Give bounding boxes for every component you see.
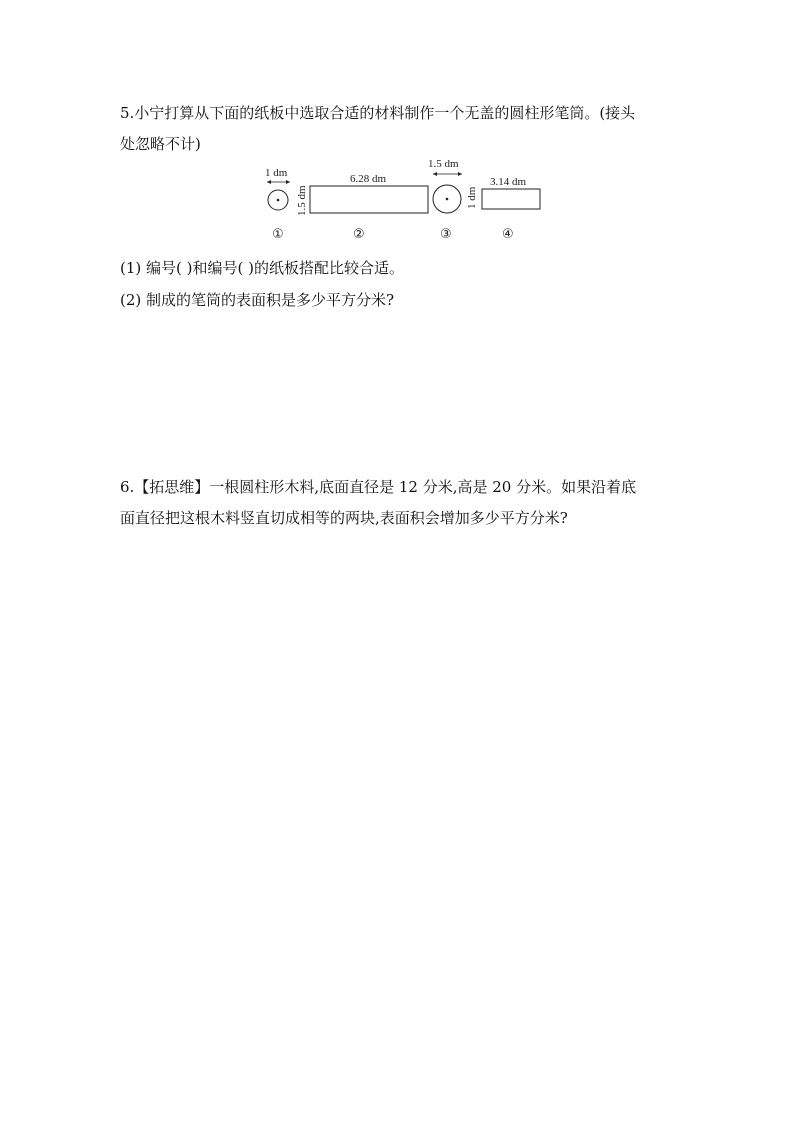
cardboard-diagram xyxy=(255,158,555,242)
piece3-height-label: 1 dm xyxy=(466,186,478,209)
piece4-rectangle xyxy=(482,189,540,209)
piece3-center-dot xyxy=(446,198,449,201)
q5-text-line1: 5.小宁打算从下面的纸板中选取合适的材料制作一个无盖的圆柱形笔筒。(接头 xyxy=(120,104,636,122)
q5-text-line2: 处忽略不计) xyxy=(120,135,201,153)
q5-subquestion-1: (1) 编号( )和编号( )的纸板搭配比较合适。 xyxy=(120,259,404,277)
q6-text-line2: 面直径把这根木料竖直切成相等的两块,表面积会增加多少平方分米? xyxy=(120,509,568,527)
piece1-diameter-label: 1 dm xyxy=(265,167,288,179)
piece4-length-label: 3.14 dm xyxy=(490,176,527,188)
piece3-arrow-left-icon xyxy=(433,172,437,176)
piece2-number: ② xyxy=(353,227,365,242)
piece1-arrow-right-icon xyxy=(286,180,290,184)
piece1-arrow-left-icon xyxy=(267,180,271,184)
piece3-diameter-label: 1.5 dm xyxy=(428,158,459,170)
piece3-number: ③ xyxy=(440,227,452,242)
piece1-number: ① xyxy=(272,227,284,242)
piece4-number: ④ xyxy=(502,227,514,242)
piece1-center-dot xyxy=(277,199,280,202)
q6-text-line1: 6.【拓思维】一根圆柱形木料,底面直径是 12 分米,高是 20 分米。如果沿着底 xyxy=(120,478,637,496)
piece3-arrow-right-icon xyxy=(458,172,462,176)
piece2-length-label: 6.28 dm xyxy=(350,173,387,185)
piece2-rectangle xyxy=(310,186,428,213)
piece2-height-label: 1.5 dm xyxy=(296,185,308,216)
cardboard-figure xyxy=(255,158,555,242)
q5-subquestion-2: (2) 制成的笔筒的表面积是多少平方分米? xyxy=(120,291,395,309)
